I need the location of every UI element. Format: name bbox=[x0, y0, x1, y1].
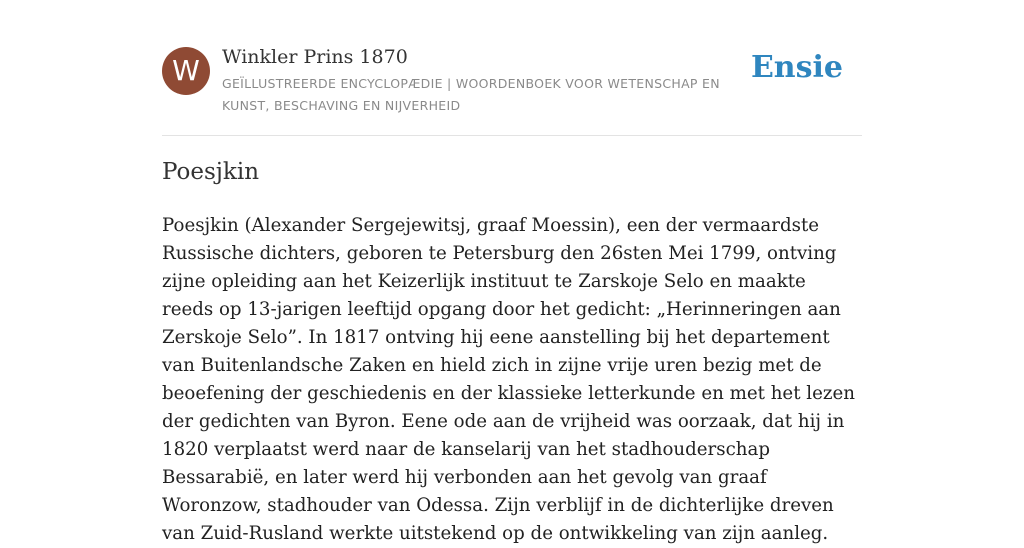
header-divider bbox=[162, 135, 862, 136]
article-body: Poesjkin (Alexander Sergejewitsj, graaf Moessin), een der vermaardste Russische dichters, geboren te Petersburg den 26sten Mei 1799, ontving zijne opleiding aan het Keizerlijk instituut te Zarskoje Selo en maakte reeds op 13-jarigen leeftijd opgang door het gedicht: „Herinneringen aan Zerskoje Selo”. In 1817 ontving hij eene aanstelling bij het departement van Buitenlandsche Zaken en hield zich in zijne vrije uren bezig met de beoefening der geschiedenis en der klassieke letterkunde en met het lezen der gedichten van Byron. Eene ode aan de vrijheid was oorzaak, dat hij in 1820 verplaatst werd naar de kanselarij van het stadhouderschap Bessarabië, en later werd hij verbonden aan het gevolg van graaf Woronzow, stadhouder van Odessa. Zijn verblijf in de dichterlijke dreven van Zuid-Rusland werkte uitstekend op de ontwikkeling van zijn aanleg. bbox=[162, 215, 855, 544]
ensie-logo-link[interactable]: Ensie bbox=[750, 50, 843, 85]
article-title: Poesjkin bbox=[162, 159, 260, 185]
source-title-link[interactable]: Winkler Prins 1870 bbox=[222, 46, 408, 68]
source-avatar[interactable]: W bbox=[162, 47, 210, 95]
source-subtitle: GEÏLLUSTREERDE ENCYCLOPÆDIE | WOORDENBOEK VOOR WETENSCHAP EN KUNST, BESCHAVING EN NIJVERHEID bbox=[222, 76, 720, 113]
source-header bbox=[162, 44, 862, 136]
